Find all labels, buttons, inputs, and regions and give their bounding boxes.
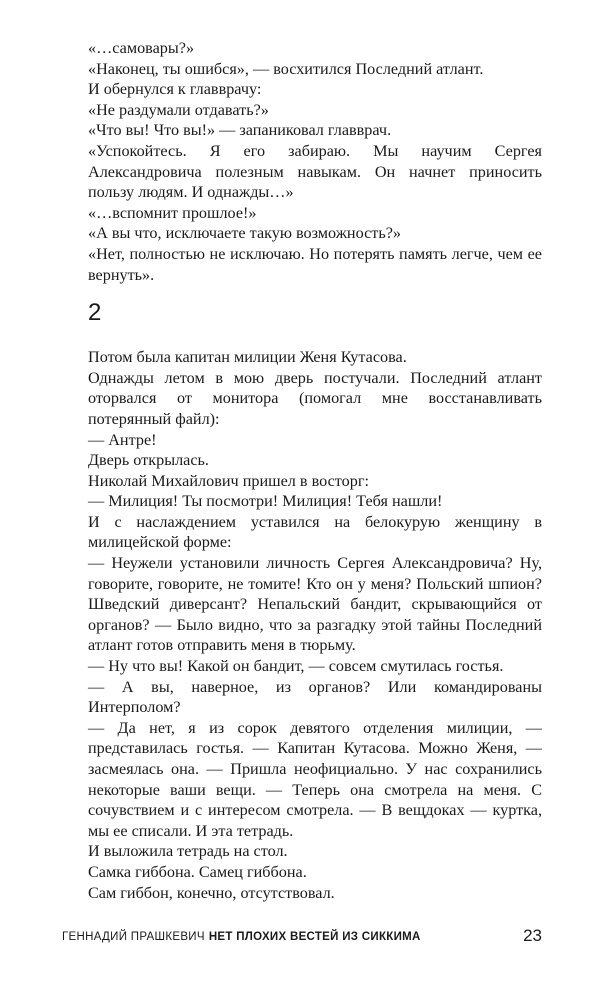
paragraph: Сам гиббон, конечно, отсутствовал. [88,883,335,902]
paragraph: «Что вы! Что вы!» — запаниковал главврач. [88,121,392,140]
paragraph: — А вы, наверное, из органов? Или командированы Интерполом? [88,677,542,717]
paragraph: «…самовары?» [88,39,195,57]
paragraph: — Милиция! Ты посмотри! Милиция! Тебя нашли! [88,492,443,511]
paragraph: И с наслаждением уставился на белокурую женщину в милицейской форме: [88,512,542,552]
paragraph: «Нет, полностью не исключаю. Но потерять память легче, чем ее вернуть». [88,244,542,284]
footer-author: ГЕННАДИЙ ПРАШКЕВИЧ [62,931,205,943]
paragraph: — Антре! [88,430,157,449]
paragraph: «…вспомнит прошлое!» [88,203,257,222]
paragraph: — Ну что вы! Какой он бандит, — совсем смутилась гостья. [88,657,504,676]
paragraph: «Успокойтесь. Я его забираю. Мы научим Сергея Александровича полезным навыкам. Он начнет приносить пользу людям. И однажды…» [88,141,542,202]
paragraph: — Неужели установили личность Сергея Александровича? Ну, говорите, говорите, не томите! Кто он у меня? Польский шпион? Шведский диверсант? Непальский бандит, скрывающийся от органов? — Было видно, что за разгадку этой тайны Последний атлант готов отправить меня в тюрьму. [88,554,542,655]
paragraph: Однажды летом в мою дверь постучали. Последний атлант оторвался от монитора (помогал мне восстанавливать потерянный файл): [88,368,542,428]
footer-book-title: НЕТ ПЛОХИХ ВЕСТЕЙ ИЗ СИККИМА [208,931,421,943]
paragraph: Николай Михайлович пришел в восторг: [88,471,369,490]
paragraph: — Да нет, я из сорок девятого отделения милиции, — представилась гостья. — Капитан Кутасова. Можно Женя, — засмеялась она. — Пришла неофициально. У нас сохранились некоторые ваши вещи. — Теперь она смотрела на меня. С сочувствием и с интересом смотрела. — В вещдоках — куртка, мы ее списали. И эта тетрадь. [88,718,542,840]
paragraph: «Не раздумали отдавать?» [88,100,269,119]
page-footer [62,922,542,950]
page-body [88,38,542,903]
page-number: 23 [523,926,542,945]
paragraph: И обернулся к главврачу: [88,80,262,99]
chapter-number: 2 [88,299,102,327]
paragraph: «Наконец, ты ошибся», — восхитился Последний атлант. [88,59,484,78]
paragraph: Самка гиббона. Самец гиббона. [88,862,307,881]
paragraph: И выложила тетрадь на стол. [88,842,288,861]
paragraph: Потом была капитан милиции Женя Кутасова. [88,348,407,367]
paragraph: «А вы что, исключаете такую возможность?» [88,224,401,243]
paragraph: Дверь открылась. [88,451,209,470]
running-footer [62,931,421,943]
